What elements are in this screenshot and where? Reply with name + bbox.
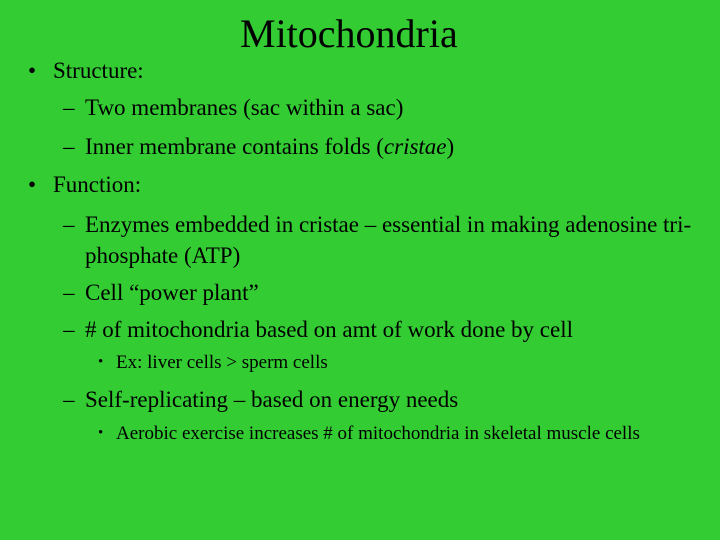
item-text-part: Inner membrane contains folds ( [85,134,384,159]
function-item-number [63,314,693,345]
structure-item-membranes [63,92,693,123]
function-item-self-replicating [63,384,693,415]
item-text: Cell “power plant” [85,280,259,305]
function-item-enzymes [63,209,693,271]
bullet-dot-icon: • [98,354,104,370]
sub-item-aerobic [98,421,698,446]
item-text: # of mitochondria based on amt of work done by cell [85,317,573,342]
item-text: Two membranes (sac within a sac) [85,95,404,120]
dash-icon: – [63,387,75,412]
dash-icon: – [63,317,75,342]
dash-icon: – [63,212,75,237]
item-text-part: ) [446,134,455,159]
item-text [85,131,693,162]
structure-item-cristae [63,131,693,162]
function-heading: Function: [53,172,142,197]
item-text: Enzymes embedded in cristae – essential in making adenosine tri-phosphate (ATP) [85,212,692,268]
item-text: Self-replicating – based on energy needs [85,387,459,412]
dash-icon: – [63,280,75,305]
sub-item-liver-sperm [98,350,698,375]
slide-title: Mitochondria [240,11,458,56]
bullet-dot-icon: • [28,172,37,197]
sub-item-text: Aerobic exercise increases # of mitochondria in skeletal muscle cells [116,423,640,444]
bullet-dot-icon: • [28,58,37,83]
dash-icon: – [63,134,75,159]
bullet-dot-icon: • [98,425,104,441]
structure-heading: Structure: [53,58,144,83]
dash-icon: – [63,95,75,120]
sub-item-text: Ex: liver cells > sperm cells [116,352,328,373]
cristae-emphasis: cristae [383,134,447,159]
function-item-power-plant [63,277,693,308]
